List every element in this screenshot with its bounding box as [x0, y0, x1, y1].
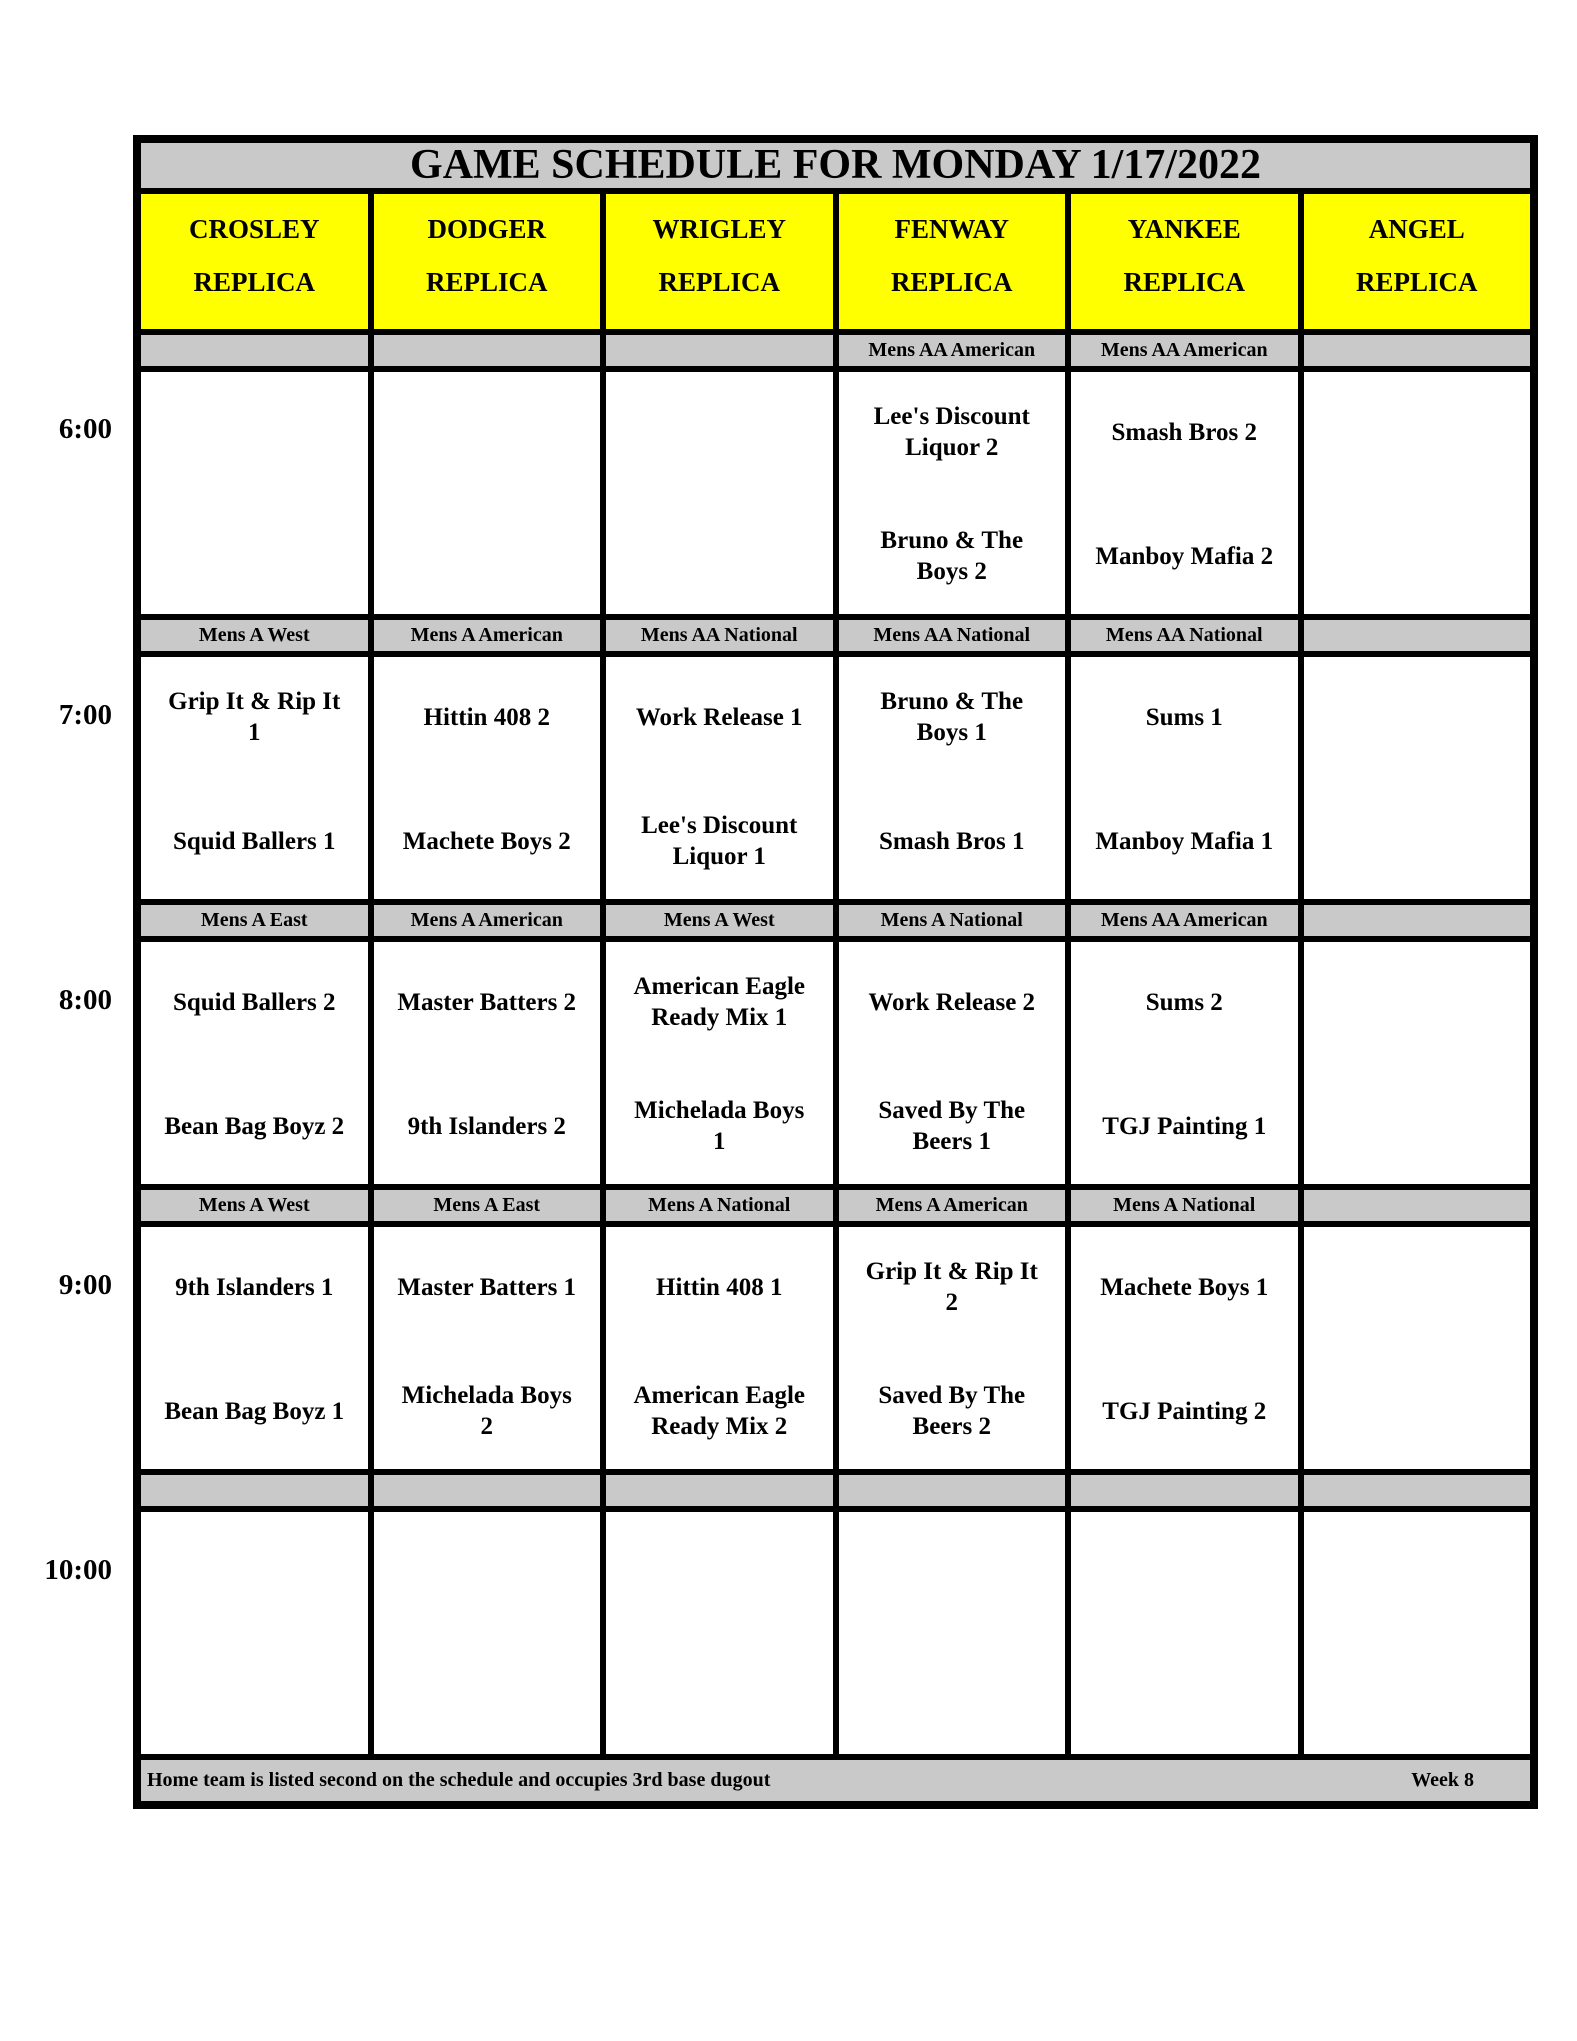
game-cell — [600, 372, 833, 614]
home-team: Saved By The Beers 2 — [878, 1382, 1026, 1440]
column-header-yankee — [1065, 194, 1298, 329]
time-label-600: 6:00 — [58, 413, 112, 445]
home-team — [1304, 1088, 1531, 1164]
away-team: Work Release 2 — [868, 988, 1036, 1016]
game-cell — [1065, 1512, 1298, 1754]
away-team: Work Release 1 — [635, 703, 803, 731]
league-band-row-1000 — [141, 1469, 1530, 1506]
league-band-cell — [1298, 1190, 1531, 1221]
game-cell — [833, 657, 1066, 899]
game-cell — [141, 942, 368, 1184]
field-name: ANGEL — [1368, 214, 1465, 244]
away-team: Sums 1 — [1145, 703, 1223, 731]
game-cell — [600, 1512, 833, 1754]
field-name: YANKEE — [1127, 214, 1241, 244]
game-cell — [141, 1512, 368, 1754]
column-header-fenway — [833, 194, 1066, 329]
game-cell — [1065, 372, 1298, 614]
away-team — [374, 394, 601, 470]
column-header-angel — [1298, 194, 1531, 329]
league-band-cell — [1298, 335, 1531, 366]
game-cell — [600, 1227, 833, 1469]
field-type: REPLICA — [890, 267, 1013, 297]
home-team: Michelada Boys 2 — [401, 1382, 572, 1440]
time-label-1000: 10:00 — [44, 1554, 112, 1586]
league-band-cell: Mens A American — [368, 620, 601, 651]
league-band-cell — [833, 1475, 1066, 1506]
title-row — [141, 143, 1530, 188]
field-type: REPLICA — [658, 267, 780, 297]
league-band-cell: Mens A American — [833, 1190, 1066, 1221]
column-header-crosley — [141, 194, 368, 329]
away-team — [1071, 1534, 1298, 1610]
away-team: Machete Boys 1 — [1100, 1273, 1269, 1301]
field-name: DODGER — [427, 214, 546, 244]
league-band-cell — [141, 335, 368, 366]
league-band-cell — [1065, 1475, 1298, 1506]
league-band-cell: Mens A East — [141, 905, 368, 936]
field-name: WRIGLEY — [652, 214, 787, 244]
league-band-cell — [1298, 905, 1531, 936]
field-name: CROSLEY — [188, 214, 320, 244]
field-type: REPLICA — [425, 267, 548, 297]
week-badge: Week 8 — [1411, 1769, 1474, 1791]
game-cell — [1298, 1512, 1531, 1754]
league-band-cell — [368, 1475, 601, 1506]
home-team: Bean Bag Boyz 1 — [164, 1397, 345, 1425]
home-team — [1304, 1658, 1531, 1734]
game-cell — [368, 657, 601, 899]
league-band-cell: Mens AA National — [833, 620, 1066, 651]
game-cell — [141, 657, 368, 899]
home-team — [1304, 1373, 1531, 1449]
page-title: GAME SCHEDULE FOR MONDAY 1/17/2022 — [410, 142, 1261, 188]
league-band-cell — [141, 1475, 368, 1506]
home-team — [1304, 803, 1531, 879]
away-team: Master Batters 1 — [397, 1273, 577, 1301]
league-band-cell: Mens AA National — [1065, 620, 1298, 651]
game-cell — [600, 657, 833, 899]
away-team: Grip It & Rip It 2 — [865, 1258, 1038, 1316]
home-team: Squid Ballers 1 — [172, 827, 336, 855]
away-team — [1304, 1534, 1531, 1610]
away-team — [374, 1534, 601, 1610]
league-band-cell — [600, 1475, 833, 1506]
league-band-cell: Mens A East — [368, 1190, 601, 1221]
game-cell — [1065, 1227, 1298, 1469]
home-team — [374, 1658, 601, 1734]
league-band-cell: Mens A American — [368, 905, 601, 936]
away-team: Squid Ballers 2 — [172, 988, 336, 1016]
home-team: Manboy Mafia 1 — [1095, 827, 1274, 855]
game-cell — [141, 1227, 368, 1469]
game-cell — [1298, 372, 1531, 614]
league-band-cell — [368, 335, 601, 366]
home-team: Saved By The Beers 1 — [878, 1097, 1026, 1155]
game-row-800 — [141, 936, 1530, 1184]
away-team: Smash Bros 2 — [1111, 418, 1257, 446]
schedule-table — [133, 135, 1538, 1809]
home-team — [374, 518, 601, 594]
league-band-row-600 — [141, 329, 1530, 366]
league-band-cell: Mens A West — [600, 905, 833, 936]
field-type: REPLICA — [1355, 267, 1478, 297]
game-cell — [1065, 657, 1298, 899]
game-row-600 — [141, 366, 1530, 614]
home-team: TGJ Painting 1 — [1102, 1112, 1267, 1140]
home-team: TGJ Painting 2 — [1102, 1397, 1267, 1425]
league-band-cell: Mens A National — [600, 1190, 833, 1221]
column-header-wrigley — [600, 194, 833, 329]
home-team — [141, 1658, 368, 1734]
home-team — [839, 1658, 1066, 1734]
game-cell — [1065, 942, 1298, 1184]
away-team: Hittin 408 2 — [423, 703, 550, 731]
away-team: Bruno & The Boys 1 — [880, 688, 1024, 746]
away-team: Lee's Discount Liquor 2 — [873, 403, 1030, 461]
game-row-900 — [141, 1221, 1530, 1469]
league-band-cell — [1298, 1475, 1531, 1506]
away-team: Master Batters 2 — [397, 988, 577, 1016]
time-label-800: 8:00 — [58, 984, 112, 1016]
league-band-cell: Mens AA National — [600, 620, 833, 651]
away-team — [1304, 1249, 1531, 1325]
league-band-cell: Mens A West — [141, 1190, 368, 1221]
time-label-900: 9:00 — [58, 1269, 112, 1301]
home-team: Michelada Boys 1 — [634, 1097, 805, 1155]
game-cell — [368, 1227, 601, 1469]
field-type: REPLICA — [1123, 267, 1245, 297]
league-band-cell — [1298, 620, 1531, 651]
league-band-row-800 — [141, 899, 1530, 936]
game-cell — [1298, 657, 1531, 899]
game-cell — [833, 1227, 1066, 1469]
away-team — [606, 1534, 833, 1610]
game-row-700 — [141, 651, 1530, 899]
home-team — [141, 518, 368, 594]
field-type: REPLICA — [193, 267, 315, 297]
away-team: 9th Islanders 1 — [175, 1273, 334, 1301]
league-band-cell: Mens A National — [1065, 1190, 1298, 1221]
time-label-700: 7:00 — [58, 699, 112, 731]
game-cell — [368, 942, 601, 1184]
away-team — [1304, 679, 1531, 755]
league-band-row-900 — [141, 1184, 1530, 1221]
league-band-cell — [600, 335, 833, 366]
game-row-1000 — [141, 1506, 1530, 1754]
home-team: Smash Bros 1 — [879, 827, 1025, 855]
game-cell — [1298, 942, 1531, 1184]
away-team — [141, 1534, 368, 1610]
game-cell — [368, 372, 601, 614]
field-name: FENWAY — [894, 214, 1010, 244]
footer-note: Home team is listed second on the schedule and occupies 3rd base dugout — [147, 1769, 771, 1791]
home-team: Machete Boys 2 — [402, 827, 571, 855]
game-cell — [1298, 1227, 1531, 1469]
game-cell — [833, 372, 1066, 614]
home-team — [606, 518, 833, 594]
field-header-row — [141, 188, 1530, 329]
game-cell — [833, 942, 1066, 1184]
game-cell — [368, 1512, 601, 1754]
away-team: Sums 2 — [1145, 988, 1223, 1016]
home-team: 9th Islanders 2 — [407, 1112, 566, 1140]
game-cell — [141, 372, 368, 614]
home-team — [606, 1658, 833, 1734]
home-team: Bean Bag Boyz 2 — [164, 1112, 345, 1140]
league-band-cell: Mens AA American — [833, 335, 1066, 366]
home-team: American Eagle Ready Mix 2 — [633, 1382, 805, 1440]
league-band-cell: Mens A West — [141, 620, 368, 651]
league-band-cell: Mens AA American — [1065, 905, 1298, 936]
away-team: Hittin 408 1 — [656, 1273, 783, 1301]
footer-row — [141, 1754, 1530, 1801]
column-header-dodger — [368, 194, 601, 329]
league-band-cell: Mens AA American — [1065, 335, 1298, 366]
away-team — [1304, 964, 1531, 1040]
away-team — [141, 394, 368, 470]
away-team — [839, 1534, 1066, 1610]
away-team: Grip It & Rip It 1 — [168, 688, 341, 746]
league-band-cell: Mens A National — [833, 905, 1066, 936]
away-team: American Eagle Ready Mix 1 — [633, 973, 805, 1031]
home-team: Bruno & The Boys 2 — [880, 527, 1024, 585]
home-team — [1304, 518, 1531, 594]
away-team — [606, 394, 833, 470]
away-team — [1304, 394, 1531, 470]
league-band-row-700 — [141, 614, 1530, 651]
game-cell — [600, 942, 833, 1184]
home-team: Manboy Mafia 2 — [1095, 542, 1274, 570]
home-team — [1071, 1658, 1298, 1734]
game-cell — [833, 1512, 1066, 1754]
home-team: Lee's Discount Liquor 1 — [641, 812, 798, 870]
